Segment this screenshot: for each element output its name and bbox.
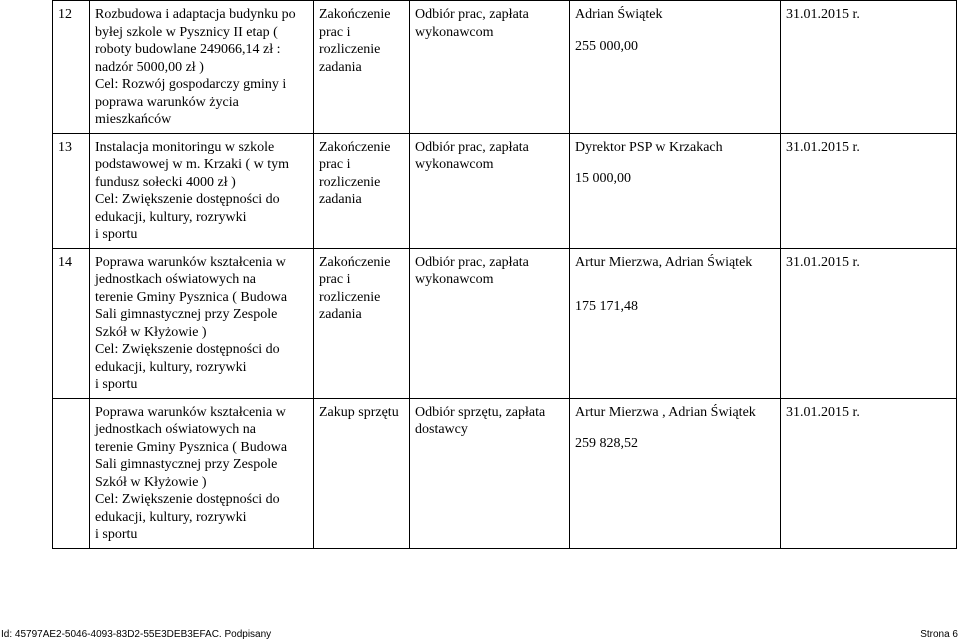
receipt-cell: Odbiór sprzętu, zapłata dostawcy (410, 398, 570, 548)
task-description (90, 248, 314, 398)
action-cell: Zakończenie prac i rozliczenie zadania (314, 1, 410, 134)
task-line: poprawa warunków życia (95, 94, 239, 110)
executor-name: Artur Mierzwa, Adrian Świątek (575, 254, 753, 270)
task-line: mieszkańców (95, 112, 172, 127)
receipt-cell: Odbiór prac, zapłata wykonawcom (410, 133, 570, 248)
row-number: 14 (53, 248, 90, 398)
executor-name: Dyrektor PSP w Krzakach (575, 139, 723, 155)
task-line: jednostkach oświatowych na (95, 272, 256, 287)
task-line: Poprawa warunków kształcenia w (95, 254, 286, 270)
task-line: i sportu (95, 227, 138, 242)
executor-cell (570, 248, 781, 398)
executor-name: Adrian Świątek (575, 7, 663, 22)
row-number: 12 (53, 1, 90, 134)
executor-cell (570, 133, 781, 248)
date-cell: 31.01.2015 r. (781, 248, 957, 398)
receipt-cell: Odbiór prac, zapłata wykonawcom (410, 248, 570, 398)
task-line: terenie Gminy Pysznica ( Budowa (95, 289, 288, 305)
task-line: Sali gimnastycznej przy Zespole (95, 457, 278, 472)
executor-cell (570, 1, 781, 134)
task-line: podstawowej w m. Krzaki ( w tym (95, 157, 290, 172)
date-cell: 31.01.2015 r. (781, 133, 957, 248)
task-line: edukacji, kultury, rozrywki (95, 359, 247, 375)
amount-value: 15 000,00 (575, 171, 631, 186)
task-line: nadzór 5000,00 zł ) (95, 59, 204, 75)
task-line: byłej szkole w Pysznicy II etap ( (95, 24, 278, 40)
task-line: Cel: Zwiększenie dostępności do (95, 492, 280, 507)
page-footer (0, 629, 960, 641)
task-line: Instalacja monitoringu w szkole (95, 139, 275, 155)
task-line: Cel: Zwiększenie dostępności do (95, 342, 280, 357)
task-line: edukacji, kultury, rozrywki (95, 509, 247, 525)
task-line: fundusz sołecki 4000 zł ) (95, 174, 236, 190)
task-line: Cel: Rozwój gospodarczy gminy i (95, 77, 287, 92)
task-line: Poprawa warunków kształcenia w (95, 404, 286, 420)
task-line: Cel: Zwiększenie dostępności do (95, 192, 280, 207)
document-id: Id: 45797AE2-5046-4093-83D2-55E3DEB3EFAC. Podpisany (1, 629, 272, 640)
task-description (90, 133, 314, 248)
task-line: terenie Gminy Pysznica ( Budowa (95, 439, 288, 455)
action-cell: Zakończenie prac i rozliczenie zadania (314, 133, 410, 248)
row-number (53, 398, 90, 548)
task-line: Sali gimnastycznej przy Zespole (95, 307, 278, 322)
table-row (53, 398, 957, 548)
amount-value: 175 171,48 (575, 299, 638, 314)
executor-cell (570, 398, 781, 548)
task-line: edukacji, kultury, rozrywki (95, 209, 247, 225)
action-cell: Zakup sprzętu (314, 398, 410, 548)
task-description (90, 398, 314, 548)
amount-value: 259 828,52 (575, 436, 638, 451)
task-line: Rozbudowa i adaptacja budynku po (95, 7, 296, 22)
amount-value: 255 000,00 (575, 38, 638, 54)
task-description (90, 1, 314, 134)
task-line: Szkół w Kłyżowie ) (95, 474, 207, 490)
task-line: jednostkach oświatowych na (95, 422, 256, 437)
table-row (53, 1, 957, 134)
table-row (53, 133, 957, 248)
table-row (53, 248, 957, 398)
page-number: Strona 6 (920, 629, 958, 640)
receipt-cell: Odbiór prac, zapłata wykonawcom (410, 1, 570, 134)
task-table (52, 0, 957, 549)
row-number: 13 (53, 133, 90, 248)
task-line: i sportu (95, 527, 138, 542)
date-cell: 31.01.2015 r. (781, 1, 957, 134)
executor-name: Artur Mierzwa , Adrian Świątek (575, 404, 756, 420)
date-cell: 31.01.2015 r. (781, 398, 957, 548)
task-line: Szkół w Kłyżowie ) (95, 324, 207, 340)
task-line: roboty budowlane 249066,14 zł : (95, 42, 281, 57)
action-cell: Zakończenie prac i rozliczenie zadania (314, 248, 410, 398)
task-line: i sportu (95, 377, 138, 392)
